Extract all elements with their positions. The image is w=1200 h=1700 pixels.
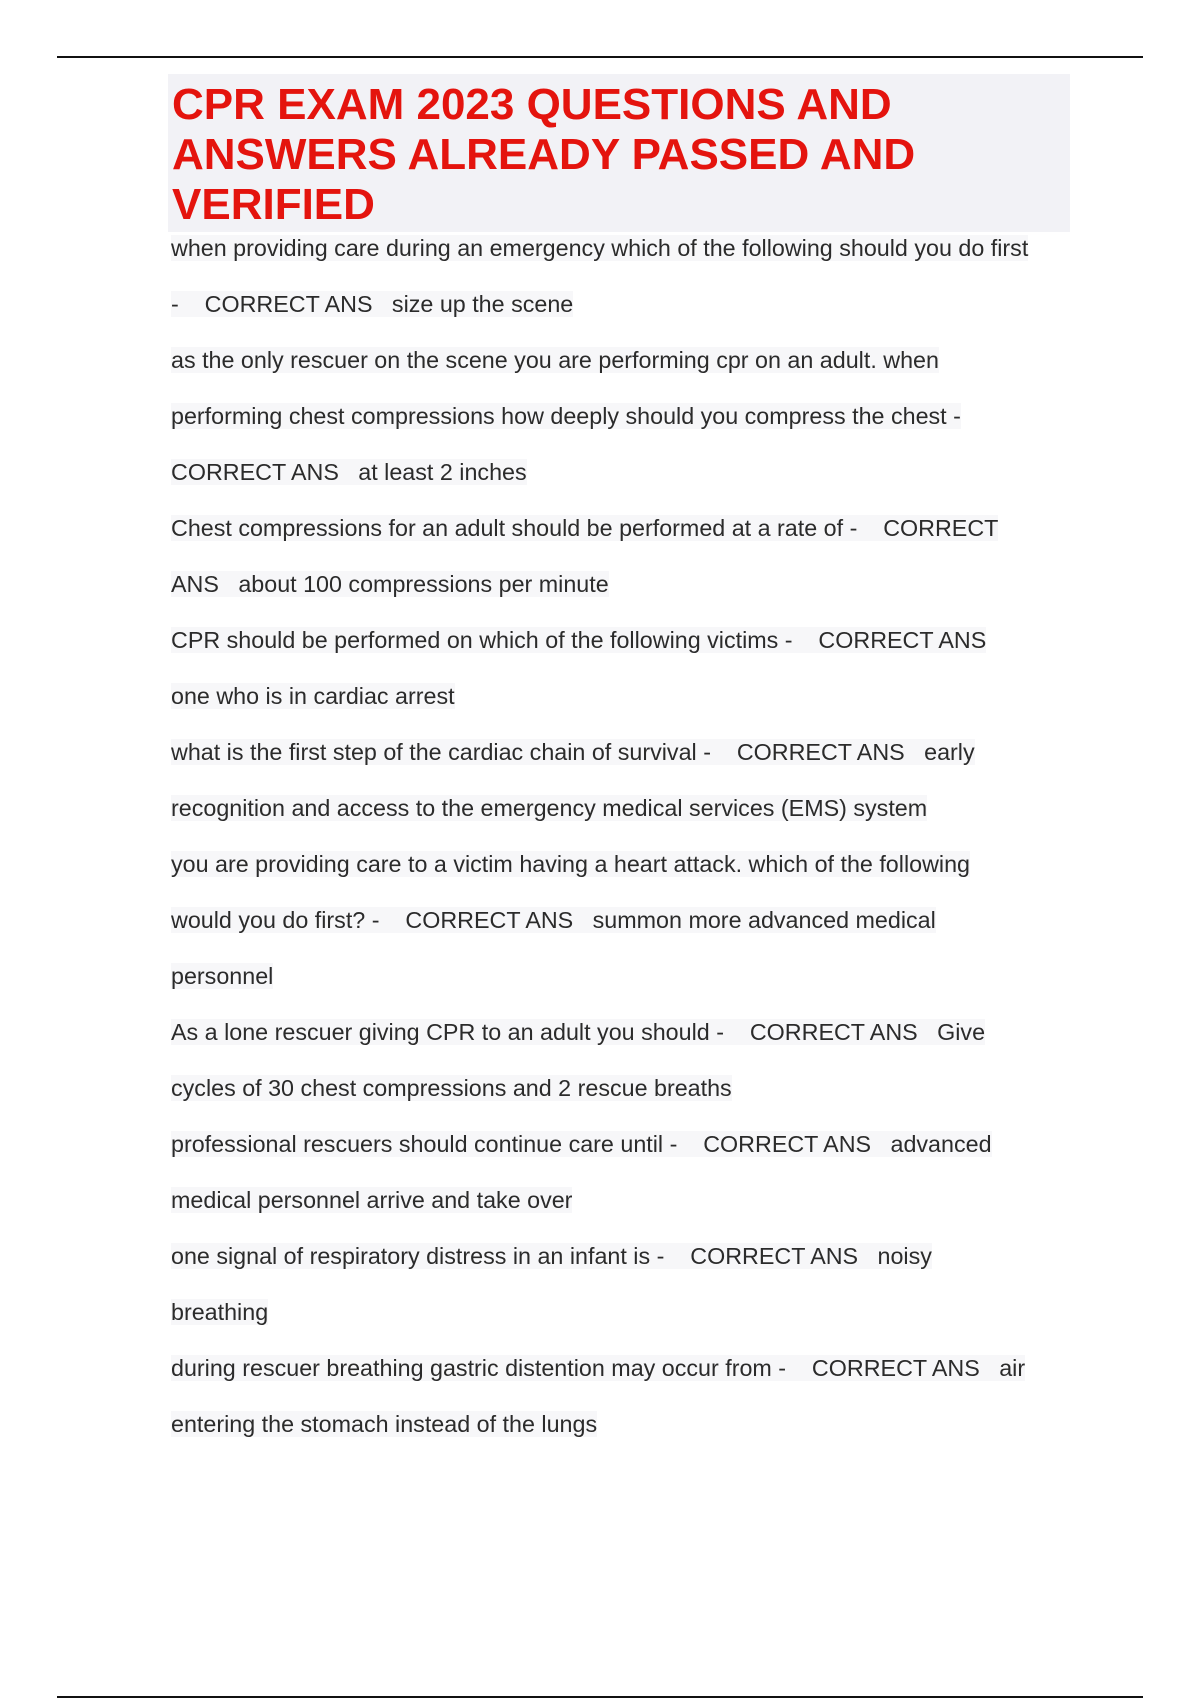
text-line: one who is in cardiac arrest (171, 683, 455, 709)
text-line: - CORRECT ANS size up the scene (171, 291, 574, 317)
text-line: cycles of 30 chest compressions and 2 rescue breaths (171, 1075, 732, 1101)
text-line: when providing care during an emergency which of the following should you do first (171, 235, 1029, 261)
text-line: professional rescuers should continue care until - CORRECT ANS advanced (171, 1131, 992, 1157)
bottom-rule (57, 1696, 1143, 1698)
text-line: would you do first? - CORRECT ANS summon more advanced medical (171, 907, 936, 933)
qa-content (171, 226, 1071, 1458)
text-line: breathing (171, 1299, 269, 1325)
text-line: As a lone rescuer giving CPR to an adult you should - CORRECT ANS Give (171, 1019, 986, 1045)
text-line: one signal of respiratory distress in an infant is - CORRECT ANS noisy (171, 1243, 932, 1269)
text-line: ANS about 100 compressions per minute (171, 571, 609, 597)
text-line: Chest compressions for an adult should be performed at a rate of - CORRECT (171, 515, 999, 541)
text-line: entering the stomach instead of the lungs (171, 1411, 598, 1437)
text-line: recognition and access to the emergency medical services (EMS) system (171, 795, 928, 821)
text-line: you are providing care to a victim having a heart attack. which of the following (171, 851, 970, 877)
text-line: CPR should be performed on which of the following victims - CORRECT ANS (171, 627, 987, 653)
text-line: performing chest compressions how deeply should you compress the chest - (171, 403, 961, 429)
text-line: during rescuer breathing gastric distention may occur from - CORRECT ANS air (171, 1355, 1026, 1381)
text-line: what is the first step of the cardiac chain of survival - CORRECT ANS early (171, 739, 975, 765)
text-line: medical personnel arrive and take over (171, 1187, 573, 1213)
text-line: CORRECT ANS at least 2 inches (171, 459, 527, 485)
text-line: as the only rescuer on the scene you are performing cpr on an adult. when (171, 347, 939, 373)
text-line: personnel (171, 963, 274, 989)
top-rule (57, 56, 1143, 58)
document-title: CPR EXAM 2023 QUESTIONS AND ANSWERS ALREADY PASSED AND VERIFIED (172, 80, 916, 229)
